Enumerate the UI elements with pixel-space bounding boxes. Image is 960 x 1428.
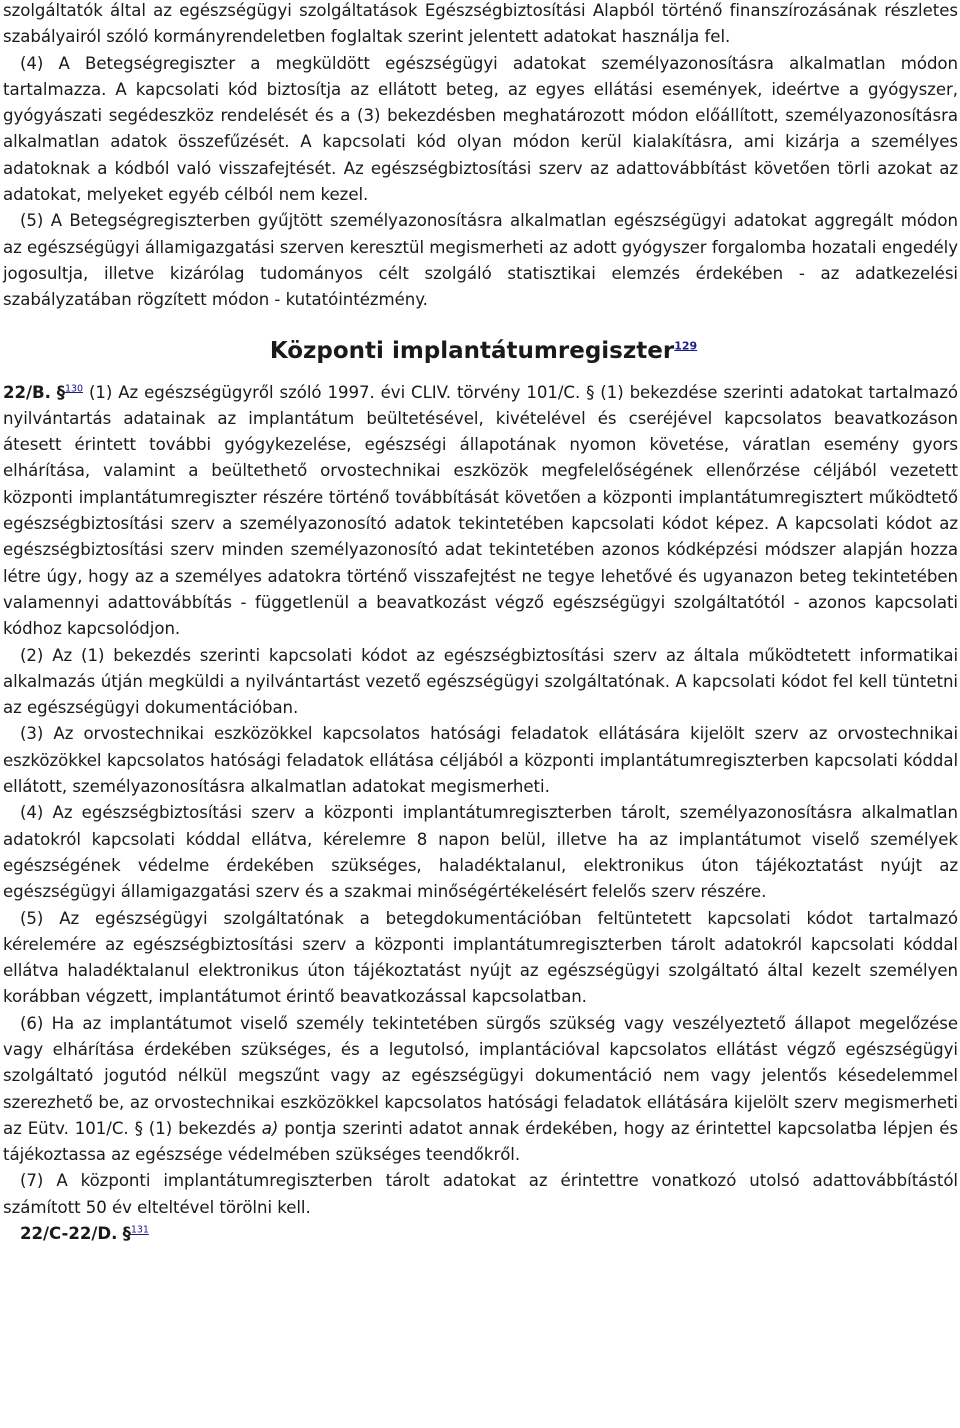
paragraph-continuation: szolgáltatók által az egészségügyi szolgáltatások Egészségbiztosítási Alapból történő finanszírozásának részletes szabályairól szóló kormányrendeletben foglaltak szerint jelentett adatokat használja fel. <box>3 1 958 47</box>
section-22b-paragraph-4: (4) Az egészségbiztosítási szerv a központi implantátumregiszterben tárolt, személyazonosításra alkalmatlan adatokról kapcsolati kóddal ellátva, kérelemre 8 napon belül, illetve ha az implantátumot viselő személyek egészségének védelme érdekében szükséges, haladéktalanul, elektronikus úton tájékoztatást nyújt az egészségügyi államigazgatási szerv és a szakmai minőségértékelésért felelős szerv részére. <box>3 803 958 902</box>
section-22b-paragraph-6 <box>3 1011 958 1169</box>
section-sign: § <box>56 382 66 402</box>
footnote-link-130[interactable]: 130 <box>65 383 84 395</box>
section-22b-paragraph-5: (5) Az egészségügyi szolgáltatónak a betegdokumentációban feltüntetett kapcsolati kódot tartalmazó kérelemére az egészségbiztosítási szerv a központi implantátumregiszterben tárolt adatokról kapcsolati kóddal ellátva haladéktalanul elektronikus úton tájékoztatást nyújt az egészségügyi szolgáltató által kezelt személyen korábban végzett, implantátumot érintő beavatkozással kapcsolatban. <box>3 908 958 1007</box>
section-22c-22d-heading <box>3 1221 958 1247</box>
section-heading <box>3 336 958 366</box>
italic-point-reference: a) <box>261 1118 279 1138</box>
section-sign: § <box>122 1224 131 1244</box>
heading-title: Központi implantátumregiszter <box>269 337 675 364</box>
section-22b-paragraph-7: (7) A központi implantátumregiszterben tárolt adatokat az érintettre vonatkozó utolsó adattovábbítástól számított 50 év elteltével törölni kell. <box>3 1171 958 1217</box>
section-22b-paragraph-1 <box>3 380 958 643</box>
paragraph-text: (1) Az egészségügyről szóló 1997. évi CLIV. törvény 101/C. § (1) bekezdése szerinti adatokat tartalmazó nyilvántartás adatainak az implantátum beültetésével, kivételével és cseréjével kapcsolatos beavatkozáson átesett érintett további gyógykezelése, egészségi állapotának nyomon követése, váratlan esemény gyors elhárítása, valamint a beültethető orvostechnikai eszközök megfelelőségének ellenőrzése céljából vezetett központi implantátumregiszter részére történő továbbítását követően a központi implantátumregisztert működtető egészségbiztosítási szerv a személyazonosító adatok tekintetében kapcsolati kódot képez. A kapcsolati kódot az egészségbiztosítási szerv minden személyazonosító adat tekintetében azonos kódképzési módszer alapján hozza létre úgy, hogy az a személyes adatokra történő visszafejtést ne tegye lehetővé és ugyanazon beteg tekintetében valamennyi adattovábbítás - függetlenül a beavatkozást végző egészségügyi szolgáltatótól - azonos kapcsolati kódhoz kapcsolódjon. <box>3 382 959 639</box>
section-number-22b: 22/B. <box>3 382 51 402</box>
footnote-link-129[interactable]: 129 <box>674 338 698 352</box>
paragraph-4: (4) A Betegségregiszter a megküldött egészségügyi adatokat személyazonosításra alkalmatlan módon tartalmazza. A kapcsolati kód biztosítja az ellátott beteg, az egyes ellátási események, ideértve a gyógyszer, gyógyászati segédeszköz rendelését és a (3) bekezdésben meghatározott módon előállított, személyazonosításra alkalmatlan adatok összefűzését. A kapcsolati kód olyan módon kerül kialakításra, ami kizárja a személyes adatoknak a kódból való visszafejtését. Az egészségbiztosítási szerv az adattovábbítást követően törli azokat az adatokat, melyeket egyéb célból nem kezel. <box>3 53 958 205</box>
paragraph-text: pontja szerinti adatot annak érdekében, hogy az érintettel kapcsolatba lépjen és tájékoztassa az egészsége védelmében szükséges teendőkről. <box>3 1118 958 1165</box>
section-number-22c-22d: 22/C-22/D. <box>20 1224 118 1244</box>
section-22b-paragraph-2: (2) Az (1) bekezdés szerinti kapcsolati kódot az egészségbiztosítási szerv az általa működtetett informatikai alkalmazás útján megküldi a nyilvántartást vezető egészségügyi szolgáltatónak. A kapcsolati kódot fel kell tüntetni az egészségügyi dokumentációban. <box>3 645 958 718</box>
paragraph-5: (5) A Betegségregiszterben gyűjtött személyazonosításra alkalmatlan egészségügyi adatokat aggregált módon az egészségügyi államigazgatási szerven keresztül megismerheti az adott gyógyszer forgalomba hozatali engedély jogosultja, illetve kizárólag tudományos célt szolgáló statisztikai elemzés érdekében - az adatkezelési szabályzatában rögzített módon - kutatóintézmény. <box>3 211 958 310</box>
paragraph-text: (6) Ha az implantátumot viselő személy tekintetében sürgős szükség vagy veszélyeztető állapot megelőzése vagy elhárítása érdekében szükséges, és a legutolsó, implantációval kapcsolatos ellátást végző egészségügyi szolgáltató jogutód nélkül megszűnt vagy az egészségügyi dokumentáció nem vagy jelentős késedelemmel szerezhető be, az orvostechnikai eszközökkel kapcsolatos hatósági feladatok ellátására kijelölt szerv megismerheti az Eütv. 101/C. § (1) bekezdés <box>3 1013 958 1138</box>
footnote-link-131[interactable]: 131 <box>130 1224 149 1236</box>
section-22b-paragraph-3: (3) Az orvostechnikai eszközökkel kapcsolatos hatósági feladatok ellátására kijelölt szerv az orvostechnikai eszközökkel kapcsolatos hatósági feladatok ellátása céljából a központi implantátumregiszterben kapcsolati kóddal ellátott, személyazonosításra alkalmatlan adatokat megismerheti. <box>3 724 958 797</box>
